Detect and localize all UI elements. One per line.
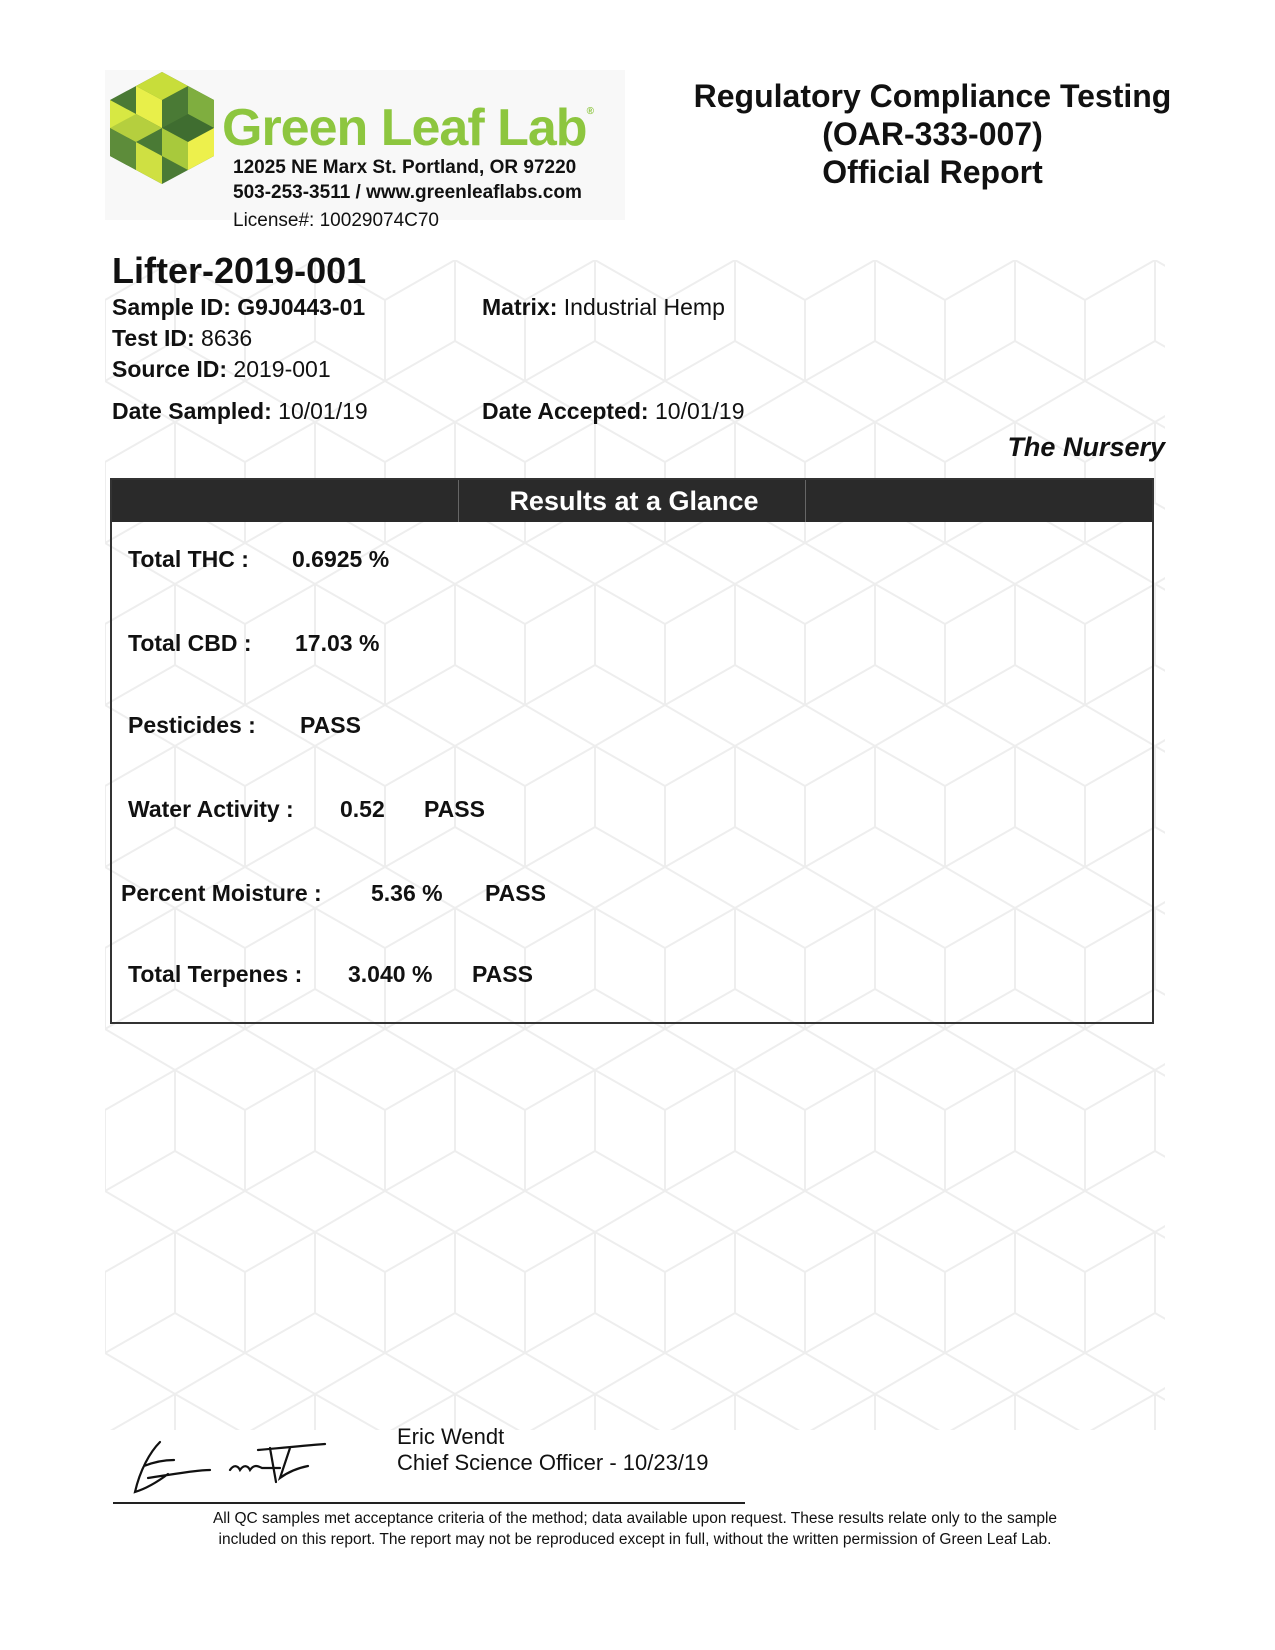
- signature-line: [113, 1502, 745, 1504]
- result-value: 17.03 %: [295, 630, 380, 656]
- result-label: Water Activity :: [128, 796, 294, 822]
- result-label: Percent Moisture :: [121, 880, 322, 906]
- source-id: Source ID: 2019-001: [112, 356, 331, 382]
- results-heading: Results at a Glance: [509, 486, 759, 516]
- green-leaf-logo-icon: [110, 72, 215, 184]
- disclaimer-line1: All QC samples met acceptance criteria of the method; data available upon request. These results relate only to the sample: [212, 1510, 1058, 1527]
- lab-license: License#: 10029074C70: [233, 210, 440, 231]
- client-name: The Nursery: [1007, 432, 1165, 462]
- lab-contact: 503-253-3511 / www.greenleaflabs.com: [233, 182, 582, 203]
- result-value: 0.52: [340, 796, 385, 822]
- result-status: PASS: [424, 796, 485, 822]
- result-label: Pesticides :: [128, 712, 256, 738]
- date-accepted: Date Accepted: 10/01/19: [482, 398, 745, 424]
- handwritten-signature: [130, 1430, 330, 1500]
- result-value: 3.040 %: [348, 961, 433, 987]
- signer-name: Eric Wendt: [397, 1424, 505, 1449]
- disclaimer-line2: included on this report. The report may not be reproduced except in full, without the written permission of Green Leaf Lab.: [218, 1531, 1052, 1548]
- result-status: PASS: [485, 880, 546, 906]
- result-label: Total CBD :: [128, 630, 252, 656]
- sample-name: Lifter-2019-001: [112, 250, 367, 291]
- lab-address: 12025 NE Marx St. Portland, OR 97220: [233, 157, 577, 178]
- result-status: PASS: [472, 961, 533, 987]
- results-panel: [110, 478, 1154, 1024]
- matrix: Matrix: Industrial Hemp: [482, 294, 725, 320]
- result-label: Total Terpenes :: [128, 961, 303, 987]
- date-sampled: Date Sampled: 10/01/19: [112, 398, 368, 424]
- results-header: [112, 480, 1152, 522]
- report-title-line2: (OAR-333-007): [822, 116, 1043, 152]
- result-value: 0.6925 %: [292, 546, 390, 572]
- report-title-line1: Regulatory Compliance Testing: [693, 78, 1172, 114]
- result-label: Total THC :: [128, 546, 249, 572]
- report-title-line3: Official Report: [822, 154, 1043, 190]
- test-id: Test ID: 8636: [112, 325, 253, 351]
- sample-id: Sample ID: G9J0443-01: [112, 294, 366, 320]
- result-value: PASS: [300, 712, 361, 738]
- lab-name: Green Leaf Lab®: [222, 99, 593, 157]
- signer-title-date: Chief Science Officer - 10/23/19: [397, 1450, 709, 1475]
- result-value: 5.36 %: [371, 880, 443, 906]
- disclaimer: [150, 1508, 1120, 1550]
